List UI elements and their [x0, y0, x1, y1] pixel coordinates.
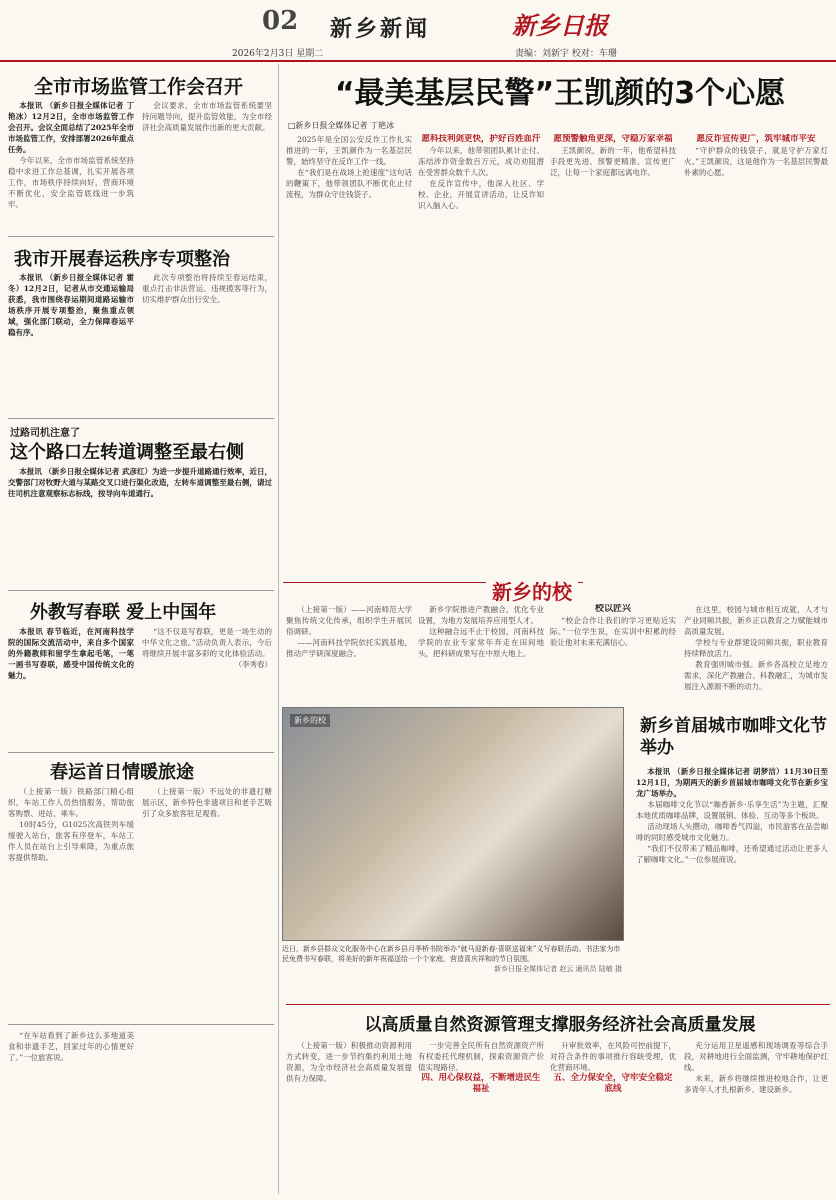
article-body-market-supervision-2	[142, 100, 272, 230]
issue-date: 2026年2月3日 星期二	[232, 49, 324, 59]
lead-article-column-2	[418, 134, 544, 564]
article-kicker: 过路司机注意了	[10, 428, 80, 439]
school-article-column-3	[550, 604, 676, 702]
photo-label: 新乡的校	[290, 714, 330, 727]
paragraph: 本报讯 （新乡日报全媒体记者 霍冬）12月2日，记者从市交通运输局获悉，我市围绕春运期间道路运输市场秩序开展专项整治，聚焦重点领域，强化部门联动，全力保障春运平稳有序。	[8, 273, 134, 337]
paragraph: 学校与专业群建设同频共振，职业教育持续释放活力。	[684, 638, 828, 658]
paragraph: （上接第一版）铁路部门精心组织，车站工作人员热情服务，帮助旅客购票、进站、乘车。	[8, 787, 134, 818]
paragraph: 在“我们是在战场上抢速度”这句话的鞭策下，他带领团队不断优化止付流程，为群众守住钱袋子。	[286, 168, 412, 199]
paragraph: 王凯颜说，新的一年，他希望科技手段更先进、预警更精准、宣传更广泛，让每一个家庭都远离电诈。	[550, 146, 676, 177]
paragraph: “我们不仅带来了精品咖啡，还希望通过活动让更多人了解咖啡文化。”一位参展商说。	[636, 844, 828, 864]
article-title-market-supervision: 全市市场监管工作会召开	[34, 76, 244, 98]
divider	[8, 418, 274, 419]
bottom-subhead-2: 五、全力保安全，守牢安全稳定底线	[553, 1073, 673, 1094]
lead-article-column-4	[684, 134, 828, 564]
school-article-column-2	[418, 604, 544, 702]
bottom-article-column-2	[418, 1040, 544, 1192]
bottom-article-column-1	[286, 1040, 412, 1192]
article-body-market-supervision	[8, 100, 134, 230]
paragraph: 升审批效率，在风险可控前提下，对符合条件的事项推行容缺受理，优化营商环境。	[550, 1041, 676, 1072]
paragraph: 这种融合远不止于校园，河南科技学院的农业专家常年奔走在田间地头，把科研成果写在中原大地上。	[418, 627, 544, 658]
paragraph: 一步完善全民所有自然资源资产所有权委托代理机制，探索资源资产价值实现路径。	[418, 1041, 544, 1072]
article-title-spring-travel: 春运首日情暖旅途	[50, 762, 194, 783]
paragraph: （上接第一版）积极推动资源利用方式转变，进一步节约集约利用土地资源，为全市经济社会高质量发展提供有力保障。	[286, 1041, 412, 1083]
news-photo-calligraphy	[282, 707, 624, 941]
section-title: 新乡新闻	[330, 16, 431, 42]
article-body-coffee	[636, 766, 828, 1006]
paragraph: ——河南科技学院依托实践基地，推动产学研深度融合。	[286, 638, 412, 658]
bottom-subhead-1: 四、用心保权益，不断增进民生福祉	[421, 1073, 541, 1094]
paragraph: 充分运用卫星遥感和现场调查等综合手段，对耕地进行全面监测，守牢耕地保护红线。	[684, 1041, 828, 1072]
divider	[8, 236, 274, 237]
lead-article-title: “最美基层民警”王凯颜的3个心愿	[334, 76, 786, 111]
paragraph: 未来，新乡将继续推进校地合作，让更多青年人才扎根新乡、建设新乡。	[684, 1074, 828, 1094]
paragraph: 本报讯 （新乡日报全媒体记者 胡梦洁）11月30日至12月1日，为期两天的新乡首届城市咖啡文化节在新乡宝龙广场举办。	[636, 767, 828, 798]
column-divider	[278, 64, 279, 1194]
article-body-spring-travel-2	[142, 786, 272, 1016]
divider	[8, 752, 274, 753]
lead-subhead-3: 愿反诈宣传更广，筑牢城市平安	[696, 134, 816, 144]
paragraph: 在这里，校园与城市相互成就，人才与产业同频共振，新乡正以教育之力赋能城市高质量发展。	[684, 605, 828, 636]
article-title-natural-resources: 以高质量自然资源管理支撑服务经济社会高质量发展	[364, 1015, 756, 1035]
article-title-foreign-teachers: 外教写春联 爱上中国年	[30, 602, 217, 623]
paragraph: “校企合作让我们的学习更贴近实际。”一位学生说，在实训中积累的经验让他对未来充满信心。	[550, 616, 676, 647]
article-title-intersection: 这个路口左转道调整至最右侧	[10, 442, 244, 463]
photo-caption	[282, 944, 622, 974]
paragraph: 本届咖啡文化节以“咖香新乡·乐享生活”为主题，汇聚本地优质咖啡品牌，设置展销、体验、互动等多个板块。	[636, 800, 828, 820]
lead-subhead-2: 愿预警触角更深，守稳万家幸福	[553, 134, 673, 144]
paragraph: 今年以来，全市市场监管系统坚持稳中求进工作总基调，扎实开展各项工作，市场秩序持续向好，营商环境不断优化，安全监管底线进一步筑牢。	[8, 156, 134, 209]
paragraph: 本报讯 （新乡日报全媒体记者 武彦红）为进一步提升道路通行效率，近日，交警部门对牧野大道与某路交叉口进行渠化改造，左转车道调整至最右侧，请过往司机注意观察标志标线，按导向车道通行。	[8, 467, 272, 498]
school-article-column-4	[684, 604, 828, 702]
article-body-continued	[8, 1030, 134, 1190]
article-title-spring-transport: 我市开展春运秩序专项整治	[14, 249, 230, 270]
lead-subhead-1: 愿科技利剑更快，护好百姓血汗	[421, 134, 541, 144]
paragraph: “在车站看到了新乡这么多地道美食和非遗手艺，回家过年的心情更好了。”一位旅客说。	[8, 1031, 134, 1062]
bottom-article-column-3	[550, 1040, 676, 1192]
article-body-spring-transport-2	[142, 272, 272, 412]
header-rule	[0, 60, 836, 62]
paragraph: 会议要求，全市市场监管系统要坚持问题导向，提升监管效能，为全市经济社会高质量发展作出新的更大贡献。	[142, 101, 272, 132]
lead-article-column-1	[286, 134, 412, 564]
divider	[8, 1024, 274, 1025]
paragraph: （上接第一版）——河南师范大学聚焦传统文化传承，组织学生开展民俗调研。	[286, 605, 412, 636]
paragraph: 本报讯 （新乡日报全媒体记者 丁艳冰）12月2日，全市市场监管工作会召开。会议全面总结了2025年全市市场监管工作，安排部署2026年重点任务。	[8, 101, 134, 154]
paragraph: 2025年是全国公安反诈工作扎实推进的一年，王凯颜作为一名基层民警，始终坚守在反诈工作一线。	[286, 135, 412, 166]
paragraph: 教育强则城市强。新乡各高校立足地方需求，深化产教融合、科教融汇，为城市发展注入源源不断的动力。	[684, 660, 828, 691]
school-article-column-1	[286, 604, 412, 702]
paragraph: （上接第一版）不远处的非遗打糖展示区，新乡特色非遗项目和老手艺吸引了众多旅客驻足观看。	[142, 787, 272, 818]
school-subhead: 校以匠兴	[594, 604, 631, 614]
paragraph: 在反诈宣传中，他深入社区、学校、企业，开展宣讲活动，让反诈知识入脑入心。	[418, 179, 544, 210]
editor-credit: 责编：刘新宇 校对：车珊	[515, 49, 617, 59]
caption-text: 近日，新乡县群众文化服务中心在新乡县月季桥书院举办“就马迎新春·喜联送福来”义写春联活动。书法家为市民免费书写春联，将美好的新年祝福送给一个个家庭，营造喜庆祥和的节日氛围。	[282, 945, 621, 963]
paragraph: 今年以来，他带领团队累计止付、冻结涉诈资金数百万元，成功劝阻潜在受害群众数千人次。	[418, 146, 544, 177]
divider	[286, 1004, 830, 1005]
article-body-spring-travel	[8, 786, 134, 1016]
paragraph: 新乡学院推进产教融合，优化专业设置，为地方发展培养应用型人才。	[418, 605, 544, 625]
article-body-foreign-teachers	[8, 626, 134, 746]
paragraph: 此次专项整治将持续至春运结束，重点打击非法营运、违规揽客等行为，切实维护群众出行安全。	[142, 273, 272, 304]
article-body-intersection	[8, 466, 272, 556]
paragraph: 10时45分，G1025次高铁列车缓缓驶入站台，旅客有序登车，车站工作人员在站台上引导乘降，为重点旅客提供帮助。	[8, 820, 134, 862]
paragraph: “守护群众的钱袋子，就是守护万家灯火。”王凯颜说，这是他作为一名基层民警最朴素的心愿。	[684, 146, 828, 177]
lead-article-byline: □新乡日报全媒体记者 丁艳冰	[288, 121, 395, 130]
bottom-article-column-4	[684, 1040, 828, 1192]
section-banner-title: 新乡的校	[486, 576, 578, 605]
paragraph: “这不仅是写春联，更是一场生动的中华文化之旅。”活动负责人表示，今后将继续开展丰富多彩的文化体验活动。	[142, 627, 272, 658]
newspaper-logo: 新乡日报	[512, 11, 608, 40]
article-title-coffee: 新乡首届城市咖啡文化节举办	[640, 716, 827, 758]
paragraph: 活动现场人头攒动，咖啡香气四溢，市民游客在品尝咖啡的同时感受城市文化魅力。	[636, 822, 828, 842]
article-body-foreign-teachers-2	[142, 626, 272, 746]
page-number: 02	[262, 6, 299, 36]
divider	[8, 590, 274, 591]
byline: （李秀春）	[234, 660, 272, 669]
photo-credit: 新乡日报全媒体记者 赵云 通讯员 陆敏 摄	[494, 965, 622, 973]
paragraph: 本报讯 春节临近，在河南科技学院的国际交流活动中，来自多个国家的外籍教师和留学生拿起毛笔，一笔一画书写春联，感受中国传统文化的魅力。	[8, 627, 134, 680]
article-body-spring-transport	[8, 272, 134, 412]
lead-article-column-3	[550, 134, 676, 564]
